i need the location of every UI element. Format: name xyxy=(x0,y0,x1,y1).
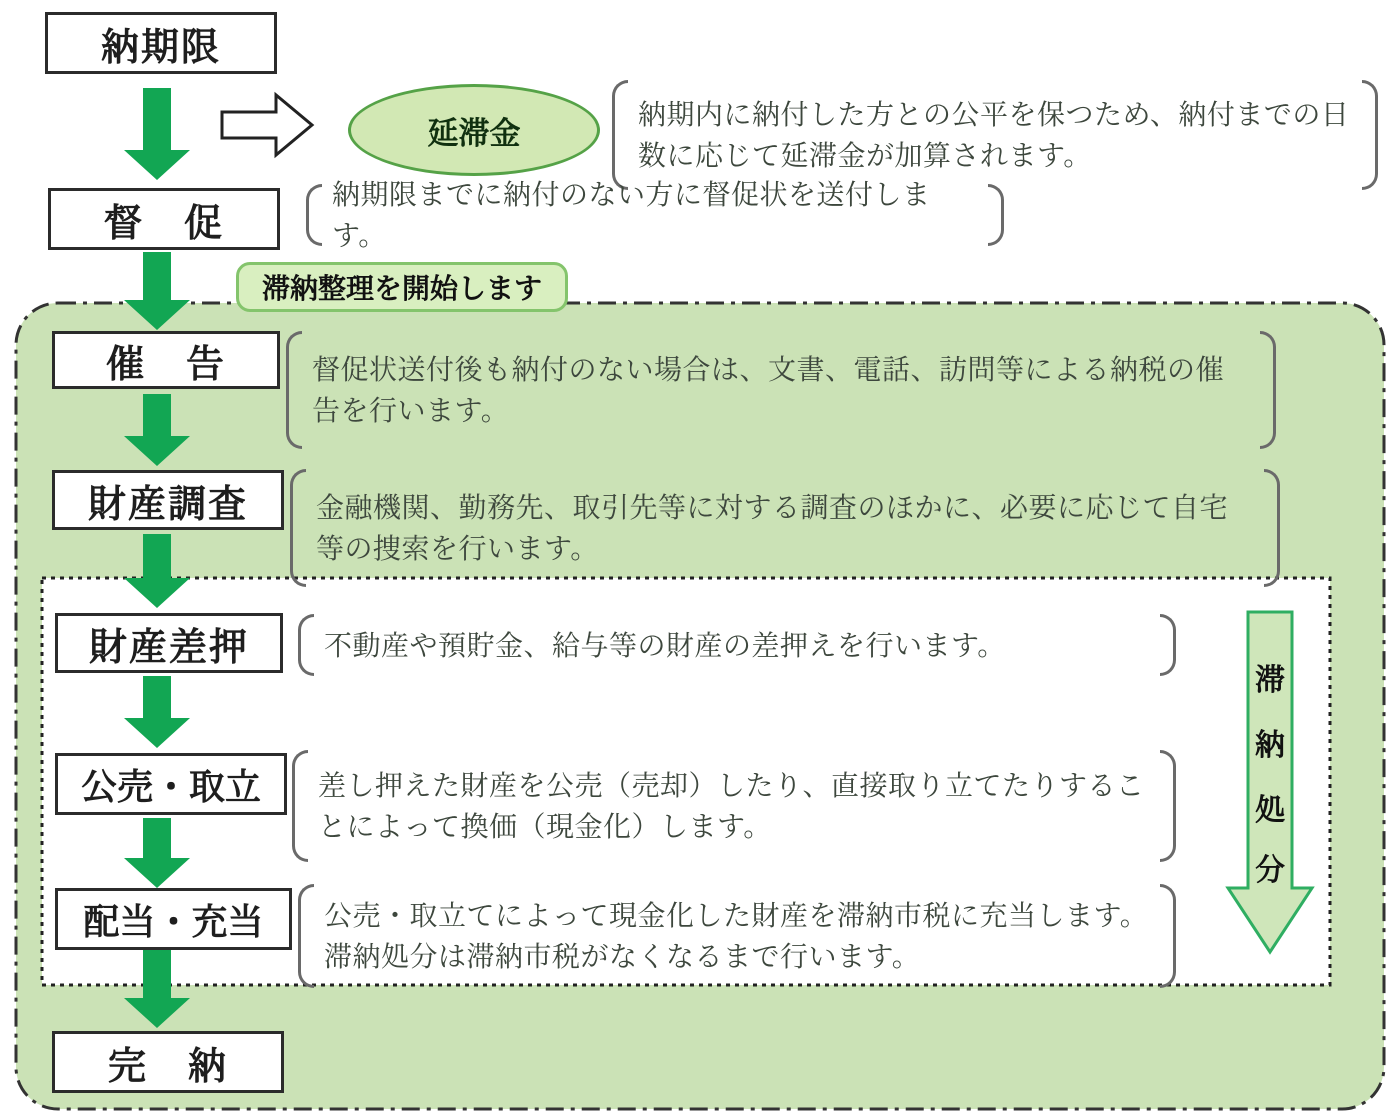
bracket-right-icon xyxy=(1160,614,1176,676)
note-distribution-appropriation-text: 公売・取立てによって現金化した財産を滞納市税に充当します。滞納処分は滞納市税がなくなるまで行います。 xyxy=(324,900,1149,972)
bracket-left-icon xyxy=(290,469,306,587)
shobun-arrow-char-2: 納 xyxy=(1255,729,1285,762)
shobun-arrow-char-1: 滞 xyxy=(1255,664,1285,697)
node-demand: 督 促 xyxy=(48,188,280,250)
note-asset-seizure-text: 不動産や預貯金、給与等の財産の差押えを行います。 xyxy=(324,629,1006,661)
bracket-left-icon xyxy=(292,750,308,862)
bracket-right-icon xyxy=(1264,469,1280,587)
note-notice xyxy=(286,331,1276,449)
right-arrow-icon xyxy=(222,95,312,155)
note-asset-investigation xyxy=(290,469,1280,587)
note-public-sale-collection-text: 差し押えた財産を公売（売却）したり、直接取り立てたりすることによって換価（現金化）します。 xyxy=(318,770,1145,842)
bracket-left-icon xyxy=(306,184,322,246)
node-asset-investigation: 財産調査 xyxy=(52,470,284,530)
node-asset-seizure: 財産差押 xyxy=(55,613,283,673)
note-demand xyxy=(306,179,1004,251)
bracket-right-icon xyxy=(1362,80,1378,190)
bracket-right-icon xyxy=(988,184,1004,246)
bracket-right-icon xyxy=(1160,884,1176,988)
bracket-left-icon xyxy=(286,331,302,449)
bracket-left-icon xyxy=(298,884,314,988)
note-late-fee-text: 納期内に納付した方との公平を保つため、納付までの日数に応じて延滞金が加算されます。 xyxy=(638,99,1350,171)
start-delinquency-label: 滞納整理を開始します xyxy=(236,262,568,312)
node-notice: 催 告 xyxy=(52,331,280,389)
note-asset-investigation-text: 金融機関、勤務先、取引先等に対する調査のほかに、必要に応じて自宅等の捜索を行います。 xyxy=(316,492,1229,564)
note-notice-text: 督促状送付後も納付のない場合は、文書、電話、訪問等による納税の催告を行います。 xyxy=(312,354,1225,426)
note-public-sale-collection xyxy=(292,750,1176,862)
node-full-payment: 完 納 xyxy=(52,1031,284,1093)
late-fee-oval: 延滞金 xyxy=(348,84,600,176)
bracket-left-icon xyxy=(298,614,314,676)
bracket-right-icon xyxy=(1260,331,1276,449)
shobun-arrow-char-3: 処 xyxy=(1255,794,1285,827)
note-asset-seizure xyxy=(298,614,1176,676)
node-public-sale-collection: 公売・取立 xyxy=(55,753,287,815)
down-arrow-icon-1 xyxy=(124,88,190,180)
bracket-right-icon xyxy=(1160,750,1176,862)
note-demand-text: 納期限までに納付のない方に督促状を送付します。 xyxy=(332,179,931,251)
note-distribution-appropriation xyxy=(298,884,1176,988)
shobun-arrow-char-4: 分 xyxy=(1255,854,1285,887)
node-distribution-appropriation: 配当・充当 xyxy=(55,888,292,950)
node-payment-deadline: 納期限 xyxy=(45,12,277,74)
